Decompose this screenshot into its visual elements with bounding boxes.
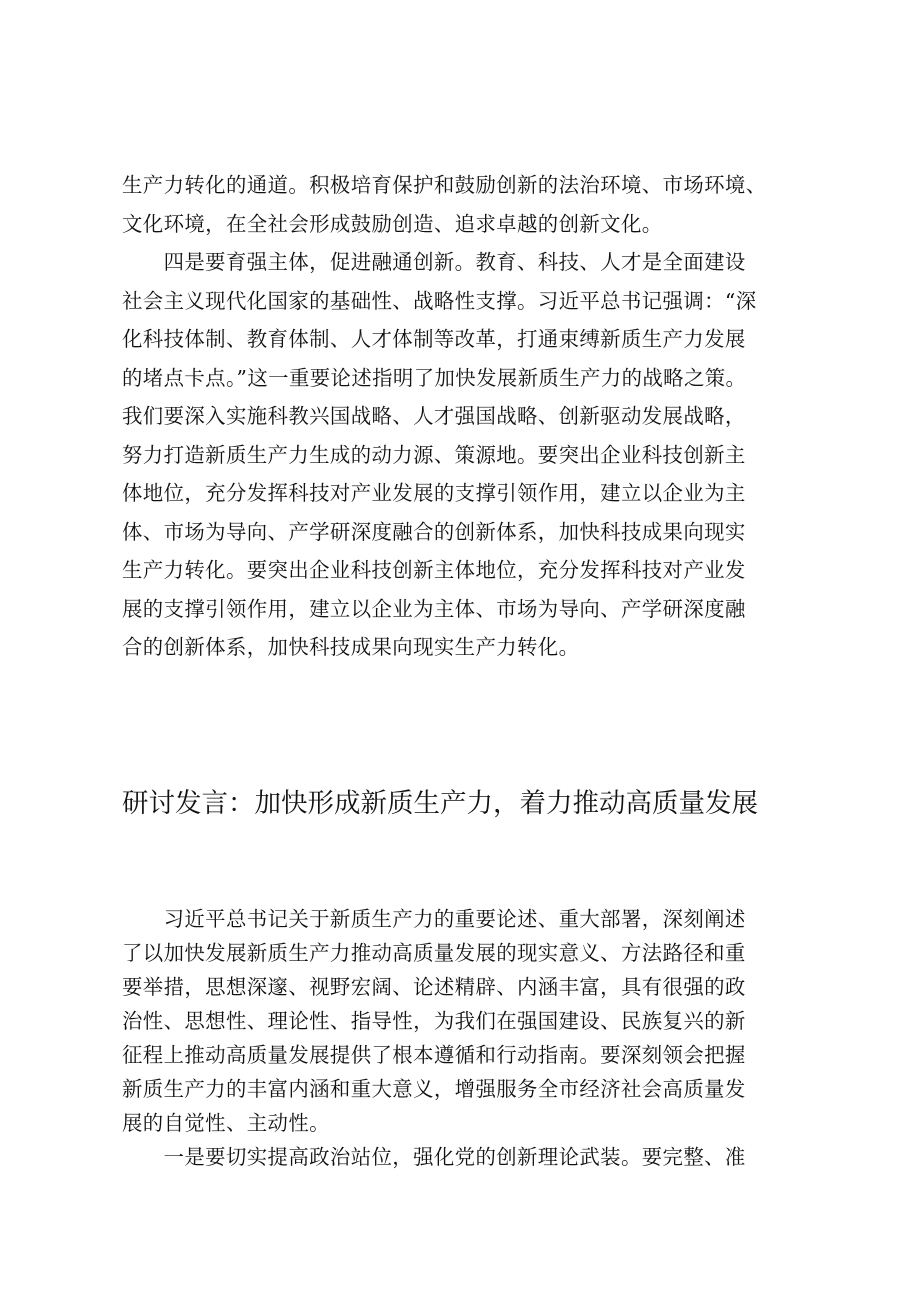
text-line: 治性、思想性、理论性、指导性，为我们在强国建设、民族复兴的新 [122, 1009, 746, 1033]
text-line: 努力打造新质生产力生成的动力源、策源地。要突出企业科技创新主 [122, 442, 746, 467]
text-line: 生产力转化。要突出企业科技创新主体地位，充分发挥科技对产业发 [122, 558, 746, 582]
text-line: 展的支撑引领作用，建立以企业为主体、市场为导向、产学研深度融 [122, 596, 746, 621]
text-line: 四是要育强主体，促进融通创新。教育、科技、人才是全面建设 [122, 250, 746, 274]
text-line: 了以加快发展新质生产力推动高质量发展的现实意义、方法路径和重 [122, 941, 746, 965]
text-line: 合的创新体系，加快科技成果向现实生产力转化。 [122, 635, 580, 659]
text-line: 社会主义现代化国家的基础性、战略性支撑。习近平总书记强调：“深 [122, 288, 757, 313]
text-line: 文化环境，在全社会形成鼓励创造、追求卓越的创新文化。 [122, 211, 663, 236]
text-line: 我们要深入实施科教兴国战略、人才强国战略、创新驱动发展战略， [122, 404, 746, 428]
text-line: 习近平总书记关于新质生产力的重要论述、重大部署，深刻阐述 [122, 907, 746, 931]
text-line: 体地位，充分发挥科技对产业发展的支撑引领作用，建立以企业为主 [122, 481, 746, 505]
text-line: 展的自觉性、主动性。 [122, 1111, 330, 1135]
section-heading: 研讨发言：加快形成新质生产力，着力推动高质量发展 [122, 788, 758, 819]
body-text-section-1 [122, 166, 802, 667]
text-line: 要举措，思想深邃、视野宏阔、论述精辟、内涵丰富，具有很强的政 [122, 975, 746, 999]
text-line: 化科技体制、教育体制、人才体制等改革，打通束缚新质生产力发展 [122, 327, 746, 351]
body-text-section-2 [122, 902, 802, 1174]
text-line: 生产力转化的通道。积极培育保护和鼓励创新的法治环境、市场环境、 [122, 173, 767, 197]
text-line: 一是要切实提高政治站位，强化党的创新理论武装。要完整、准 [122, 1145, 746, 1169]
text-line: 征程上推动高质量发展提供了根本遵循和行动指南。要深刻领会把握 [122, 1043, 746, 1067]
text-line: 新质生产力的丰富内涵和重大意义，增强服务全市经济社会高质量发 [122, 1077, 746, 1101]
text-line: 的堵点卡点。”这一重要论述指明了加快发展新质生产力的战略之策。 [122, 365, 747, 390]
text-line: 体、市场为导向、产学研深度融合的创新体系，加快科技成果向现实 [122, 519, 746, 544]
